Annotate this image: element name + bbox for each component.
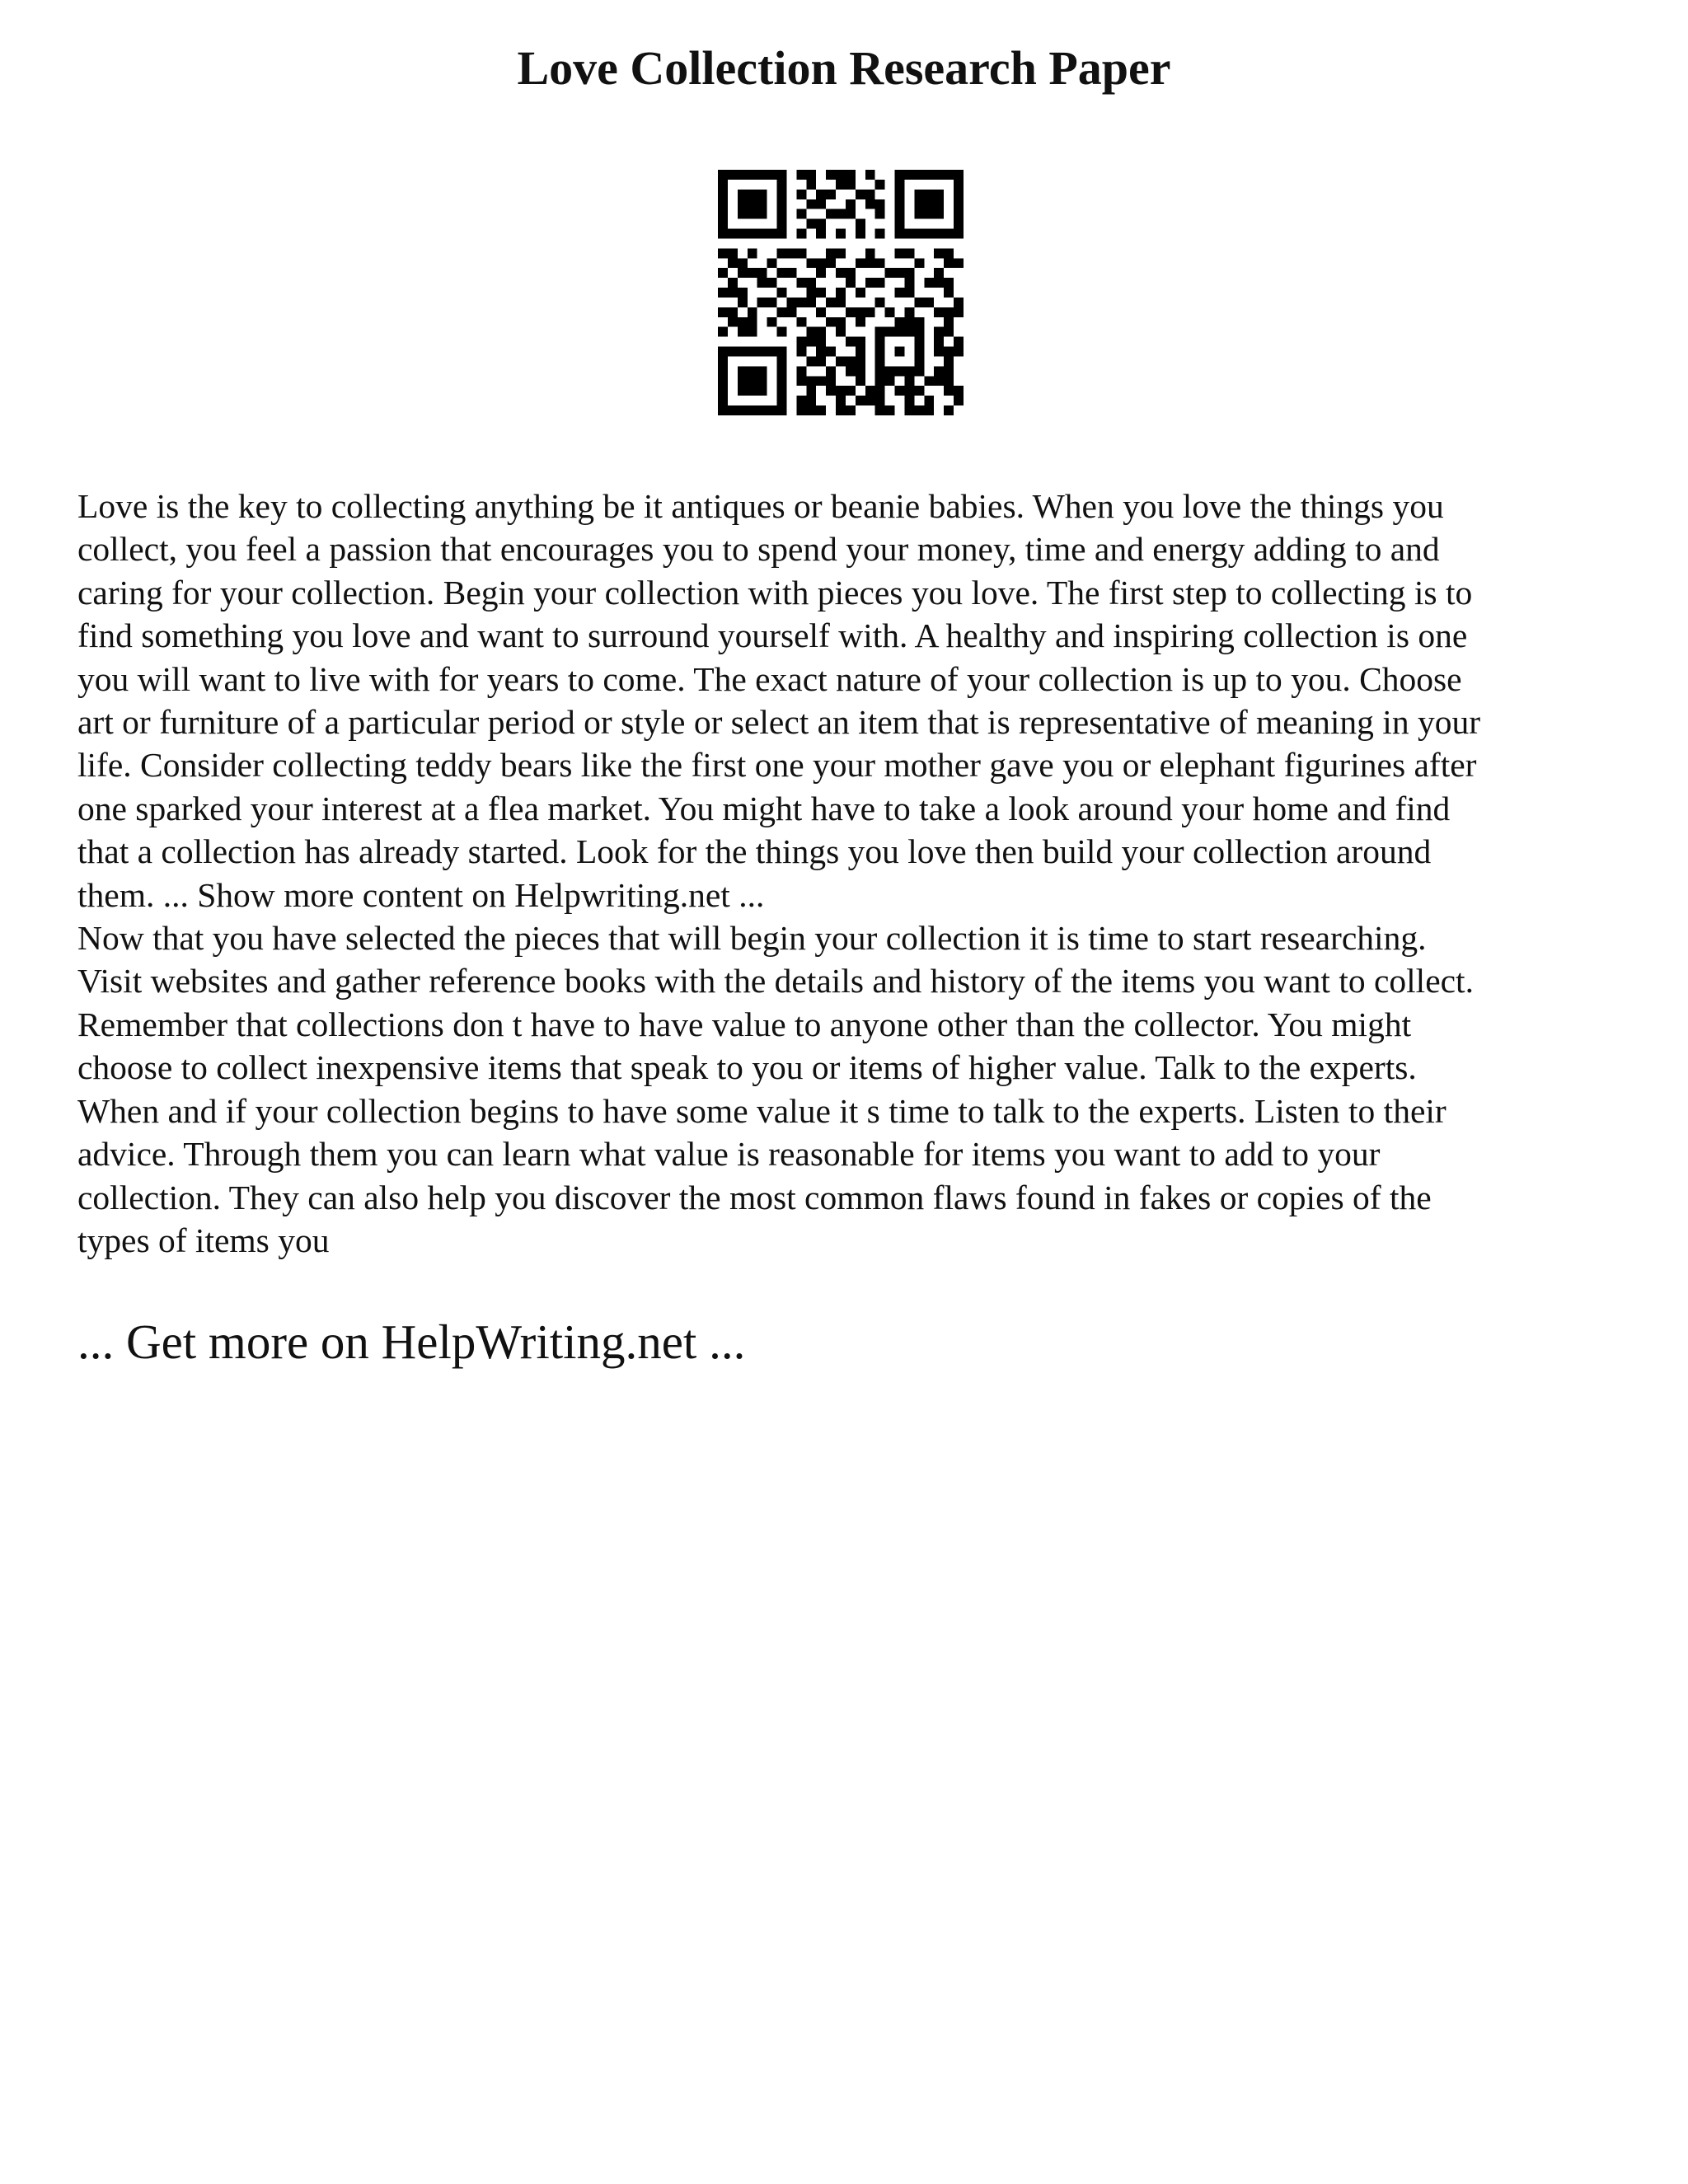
page-title: Love Collection Research Paper [517, 41, 1171, 95]
body-text: Love is the key to collecting anything be it antiques or beanie babies. When you love the things you collect, you feel a passion that encourages you to spend your money, time and energy adding to and caring for your collection. Begin your collection with pieces you love. The first step to collecting is to find something you love and want to surround yourself with. A healthy and inspiring collection is one you will want to live with for years to come. The exact nature of your collection is up to you. Choose art or furniture of a particular period or style or select an item that is representative of meaning in your life. Consider collecting teddy bears like the first one your mother gave you or elephant figurines after one sparked your interest at a flea market. You might have to take a look around your home and find that a collection has already started. Look for the things you love then build your collection around them. ... Show more content on Helpwriting.net ... Now that you have selected the pieces that will begin your collection it is time to start researching. Visit websites and gather reference books with the details and history of the items you want to collect. Remember that collections don t have to have value to anyone other than the collector. You might choose to collect inexpensive items that speak to you or items of higher value. Talk to the experts. When and if your collection begins to have some value it s time to talk to the experts. Listen to their advice. Through them you can learn what value is reasonable for items you want to add to your collection. They can also help you discover the most common flaws found in fakes or copies of the types of items you [77, 487, 1481, 1259]
qr-code-icon [718, 170, 964, 415]
more-link[interactable]: ... Get more on HelpWriting.net ... [77, 1315, 746, 1369]
